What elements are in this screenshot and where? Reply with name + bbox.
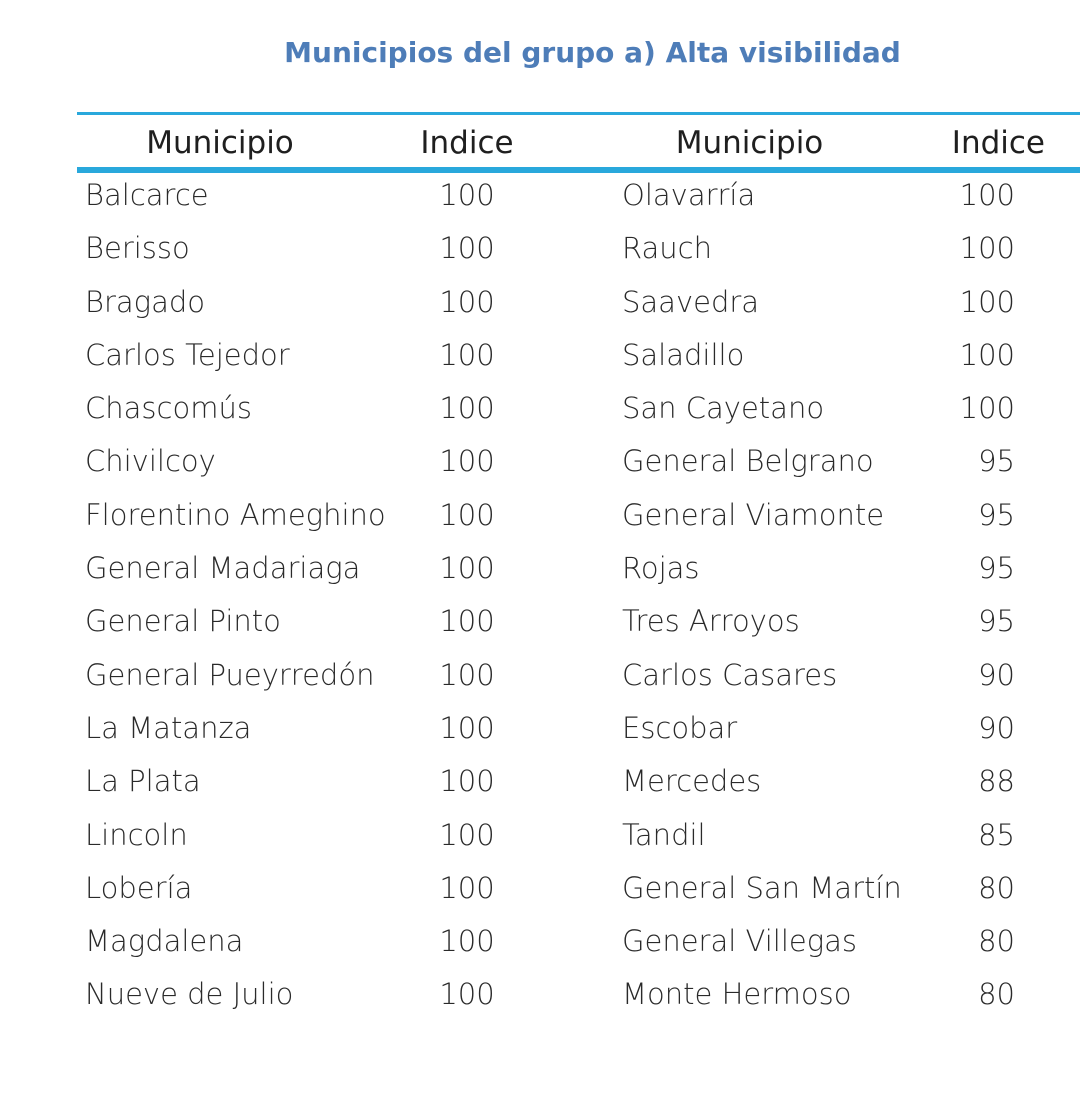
table-row <box>77 439 1080 492</box>
municipio-left-cell: Balcarce <box>85 178 209 212</box>
indice-left-cell: 100 <box>439 444 495 479</box>
indice-right-cell: 95 <box>978 497 1015 532</box>
indice-left-cell: 100 <box>439 337 495 372</box>
indice-right-cell: 80 <box>978 924 1015 959</box>
indice-left-cell: 100 <box>439 710 495 745</box>
indice-left-cell: 100 <box>439 977 495 1012</box>
municipio-right-cell: Escobar <box>622 710 738 745</box>
indice-left-cell: 100 <box>439 870 495 905</box>
indice-right-cell: 95 <box>978 604 1015 639</box>
table-row <box>77 493 1080 546</box>
header-indice-right: Indice <box>951 125 1045 161</box>
municipio-right-cell: General Belgrano <box>622 444 874 479</box>
municipio-right-cell: General Villegas <box>622 924 858 959</box>
municipio-right-cell: Rauch <box>622 231 712 266</box>
table-row <box>77 759 1080 812</box>
table-header <box>77 115 1080 173</box>
indice-left-cell: 100 <box>439 924 495 959</box>
indice-left-cell: 100 <box>439 231 495 266</box>
municipio-left-cell: Magdalena <box>85 924 244 959</box>
municipios-table <box>77 112 1080 1026</box>
header-municipio-right: Municipio <box>675 125 824 161</box>
municipio-left-cell: Chascomús <box>85 391 252 426</box>
table-row <box>77 546 1080 599</box>
municipio-right-cell: Saladillo <box>622 337 745 372</box>
indice-right-cell: 100 <box>959 231 1015 266</box>
municipio-left-cell: Florentino Ameghino <box>85 497 386 532</box>
municipio-right-cell: General Viamonte <box>622 497 885 532</box>
municipio-left-cell: La Matanza <box>85 710 252 745</box>
municipio-right-cell: General San Martín <box>622 870 902 905</box>
table-row <box>77 706 1080 759</box>
municipio-left-cell: Nueve de Julio <box>85 977 294 1012</box>
table-row <box>77 919 1080 972</box>
indice-left-cell: 100 <box>439 551 495 586</box>
indice-right-cell: 90 <box>978 657 1015 692</box>
indice-left-cell: 100 <box>439 604 495 639</box>
table-row <box>77 813 1080 866</box>
table-row <box>77 173 1080 226</box>
municipio-left-cell: General Pueyrredón <box>85 657 375 692</box>
table-row <box>77 280 1080 333</box>
indice-right-cell: 90 <box>978 710 1015 745</box>
indice-left-cell: 100 <box>439 284 495 319</box>
municipio-left-cell: Lincoln <box>85 817 188 852</box>
indice-left-cell: 100 <box>439 764 495 799</box>
municipio-left-cell: General Pinto <box>85 604 281 639</box>
municipio-left-cell: Bragado <box>85 284 206 319</box>
table-row <box>77 866 1080 919</box>
municipio-left-cell: Lobería <box>85 870 193 905</box>
table-row <box>77 972 1080 1025</box>
indice-right-cell: 80 <box>978 870 1015 905</box>
header-indice-left: Indice <box>420 125 514 161</box>
indice-right-cell: 100 <box>959 337 1015 372</box>
indice-right-cell: 85 <box>978 817 1015 852</box>
indice-right-cell: 100 <box>959 391 1015 426</box>
indice-left-cell: 100 <box>439 817 495 852</box>
table-row <box>77 599 1080 652</box>
indice-left-cell: 100 <box>439 497 495 532</box>
indice-right-cell: 88 <box>978 764 1015 799</box>
table-row <box>77 226 1080 279</box>
indice-left-cell: 100 <box>439 657 495 692</box>
municipio-right-cell: Rojas <box>622 551 700 586</box>
municipio-right-cell: Carlos Casares <box>622 657 838 692</box>
municipio-left-cell: Chivilcoy <box>85 444 216 479</box>
indice-right-cell: 95 <box>978 551 1015 586</box>
municipio-left-cell: La Plata <box>85 764 201 799</box>
municipio-right-cell: San Cayetano <box>622 391 825 426</box>
indice-left-cell: 100 <box>439 178 495 212</box>
municipio-right-cell: Monte Hermoso <box>622 977 852 1012</box>
municipio-right-cell: Mercedes <box>622 764 762 799</box>
municipio-right-cell: Tres Arroyos <box>622 604 800 639</box>
table-row <box>77 653 1080 706</box>
table-body <box>77 173 1080 1026</box>
indice-right-cell: 100 <box>959 284 1015 319</box>
indice-right-cell: 100 <box>959 178 1015 212</box>
municipio-left-cell: Berisso <box>85 231 190 266</box>
header-municipio-left: Municipio <box>146 125 294 161</box>
municipio-right-cell: Tandil <box>622 817 706 852</box>
indice-right-cell: 95 <box>978 444 1015 479</box>
page-title: Municipios del grupo a) Alta visibilidad <box>284 36 901 69</box>
municipio-left-cell: Carlos Tejedor <box>85 337 290 372</box>
municipio-right-cell: Saavedra <box>622 284 760 319</box>
municipio-right-cell: Olavarría <box>622 178 756 212</box>
indice-right-cell: 80 <box>978 977 1015 1012</box>
table-row <box>77 386 1080 439</box>
municipio-left-cell: General Madariaga <box>85 551 361 586</box>
indice-left-cell: 100 <box>439 391 495 426</box>
table-row <box>77 333 1080 386</box>
